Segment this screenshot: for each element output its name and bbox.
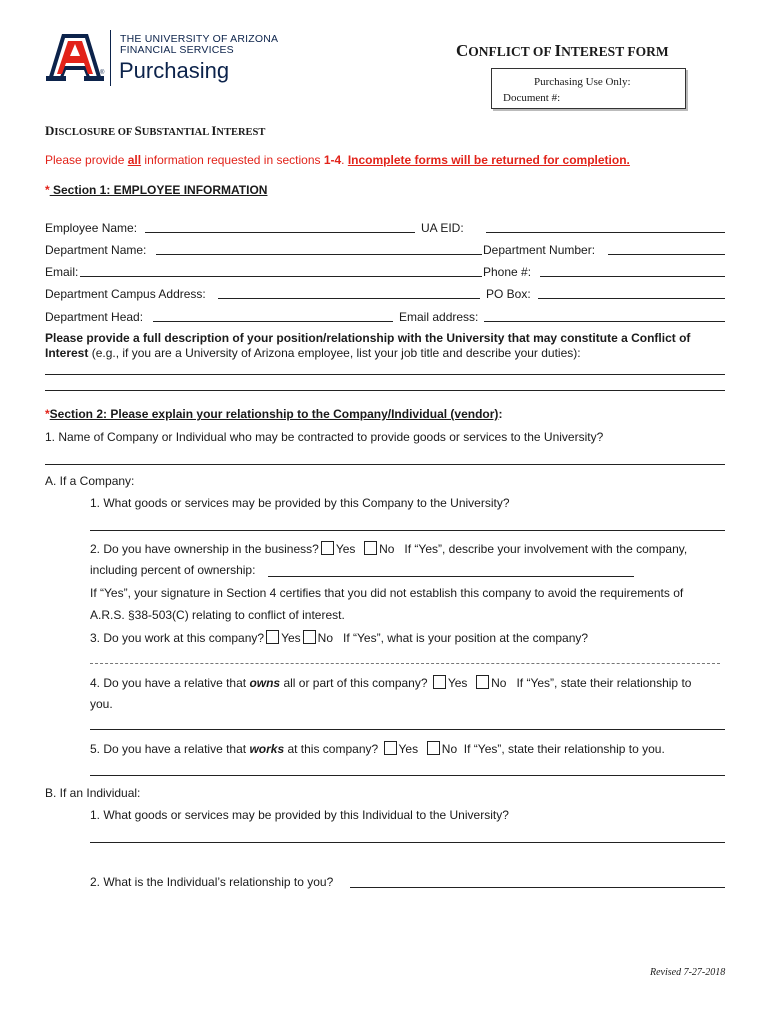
- ownership-yes-checkbox[interactable]: [321, 541, 334, 555]
- email-label: Email:: [45, 265, 79, 279]
- relative-owns-yes-checkbox[interactable]: [433, 675, 446, 689]
- instructions: Please provide all information requested in sections 1-4. Incomplete forms will be returned for completion.: [45, 153, 630, 167]
- university-logo: [44, 30, 106, 84]
- department-number-label: Department Number:: [483, 243, 596, 257]
- relative-works-yes-checkbox[interactable]: [384, 741, 397, 755]
- document-number-label: Document #:: [503, 92, 561, 104]
- relative-owns-field[interactable]: [90, 729, 725, 730]
- company-goods-field[interactable]: [90, 530, 725, 531]
- company-name-field[interactable]: [45, 464, 725, 465]
- position-description-prompt: Please provide a full description of your position/relationship with the University that may constitute a Conflict of: [45, 331, 691, 345]
- work-no-checkbox[interactable]: [303, 630, 316, 644]
- company-goods-question: 1. What goods or services may be provided by this Company to the University?: [90, 496, 510, 510]
- individual-relationship-question: 2. What is the Individual’s relationship to you?: [90, 875, 334, 889]
- org-name-line2: FINANCIAL SERVICES: [120, 44, 234, 56]
- email-address-field[interactable]: [484, 321, 725, 322]
- campus-address-field[interactable]: [218, 298, 480, 299]
- ownership-note-line2: A.R.S. §38-503(C) relating to conflict of interest.: [90, 608, 345, 622]
- purchasing-use-only-box: [491, 68, 686, 109]
- phone-label: Phone #:: [483, 265, 532, 279]
- department-name-label: Department Name:: [45, 243, 147, 257]
- relative-owns-question: 4. Do you have a relative that owns all or part of this company? Yes No If “Yes”, state their relationship to: [90, 676, 692, 690]
- ownership-percent-label: including percent of ownership:: [90, 563, 256, 577]
- trademark-mark: ®: [100, 70, 105, 76]
- ownership-percent-field[interactable]: [268, 576, 634, 577]
- if-company-heading: A. If a Company:: [45, 474, 135, 488]
- department-number-field[interactable]: [608, 254, 725, 255]
- ua-eid-field[interactable]: [486, 232, 725, 233]
- department-head-label: Department Head:: [45, 310, 144, 324]
- revision-date: Revised 7-27-2018: [650, 967, 726, 978]
- phone-field[interactable]: [540, 276, 725, 277]
- org-name-line1: THE UNIVERSITY OF ARIZONA: [120, 33, 279, 45]
- org-name-line3: Purchasing: [119, 58, 230, 83]
- form-title: CONFLICT OF INTEREST FORM: [456, 41, 669, 60]
- department-name-field[interactable]: [156, 254, 482, 255]
- relative-works-no-checkbox[interactable]: [427, 741, 440, 755]
- relative-works-question: 5. Do you have a relative that works at this company? Yes No If “Yes”, state their relationship to you.: [90, 742, 665, 756]
- company-position-field[interactable]: [90, 663, 720, 664]
- ownership-no-checkbox[interactable]: [364, 541, 377, 555]
- email-address-label: Email address:: [399, 310, 479, 324]
- individual-goods-field[interactable]: [90, 842, 725, 843]
- question-1-company-name: 1. Name of Company or Individual who may be contracted to provide goods or services to the University?: [45, 430, 604, 444]
- section1-heading: * Section 1: EMPLOYEE INFORMATION: [45, 183, 268, 197]
- if-individual-heading: B. If an Individual:: [45, 786, 141, 800]
- ua-eid-label: UA EID:: [421, 221, 464, 235]
- ownership-question: 2. Do you have ownership in the business? Yes No If “Yes”, describe your involvement with the company,: [90, 542, 688, 556]
- logo-divider: [110, 30, 111, 86]
- use-only-label: Purchasing Use Only:: [534, 76, 631, 88]
- ownership-note-line1: If “Yes”, your signature in Section 4 certifies that you did not establish this company to avoid the requirements of: [90, 586, 684, 600]
- position-description-field-2[interactable]: [45, 390, 725, 391]
- po-box-label: PO Box:: [486, 287, 531, 301]
- relative-owns-question-line2: you.: [90, 697, 113, 711]
- department-head-field[interactable]: [153, 321, 393, 322]
- email-field[interactable]: [80, 276, 482, 277]
- position-description-prompt-line2: Interest (e.g., if you are a University of Arizona employee, list your job title and describe your duties):: [45, 346, 581, 360]
- work-yes-checkbox[interactable]: [266, 630, 279, 644]
- work-at-company-question: 3. Do you work at this company? Yes No If “Yes”, what is your position at the company?: [90, 631, 589, 645]
- block-a-logo-icon: [44, 30, 106, 84]
- relative-owns-no-checkbox[interactable]: [476, 675, 489, 689]
- po-box-field[interactable]: [538, 298, 725, 299]
- employee-name-label: Employee Name:: [45, 221, 138, 235]
- individual-relationship-field[interactable]: [350, 887, 725, 888]
- disclosure-heading: DISCLOSURE OF SUBSTANTIAL INTEREST: [45, 123, 266, 138]
- relative-works-field[interactable]: [90, 775, 725, 776]
- section2-heading: *Section 2: Please explain your relationship to the Company/Individual (vendor):: [45, 407, 503, 421]
- position-description-field-1[interactable]: [45, 374, 725, 375]
- individual-goods-question: 1. What goods or services may be provided by this Individual to the University?: [90, 808, 509, 822]
- employee-name-field[interactable]: [145, 232, 415, 233]
- campus-address-label: Department Campus Address:: [45, 287, 206, 301]
